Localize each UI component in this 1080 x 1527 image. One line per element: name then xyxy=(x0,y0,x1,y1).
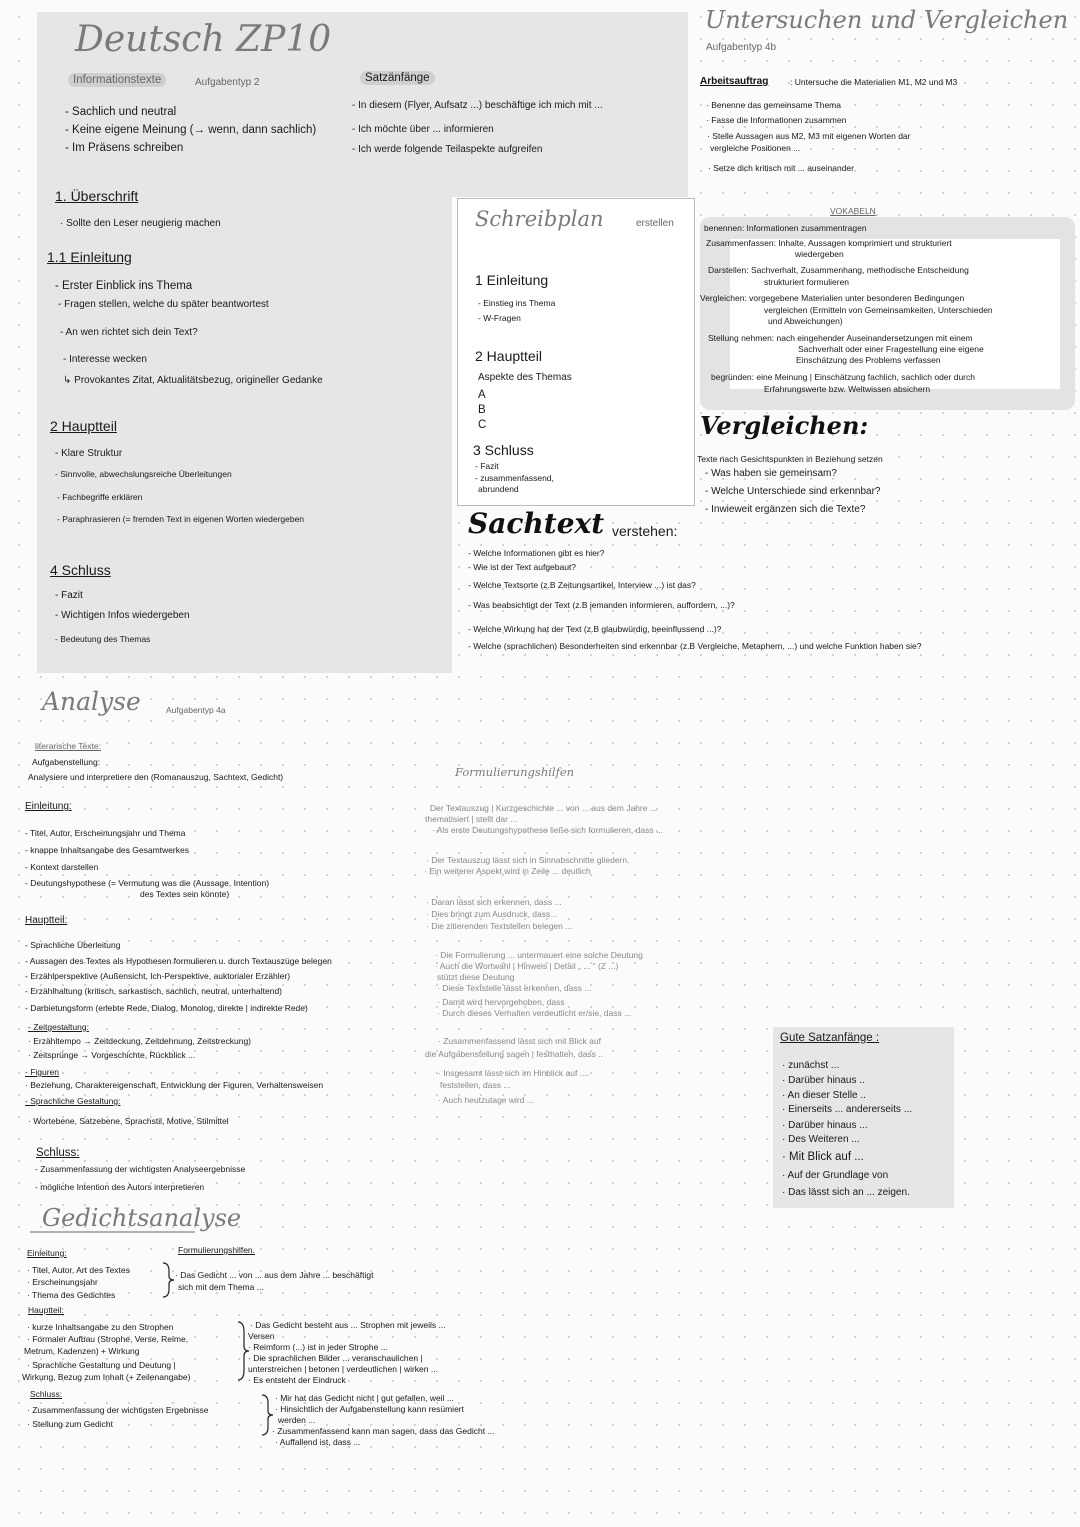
analyse-einleitung: Einleitung: xyxy=(25,801,72,812)
zeitgestaltung: - Zeitgestaltung: xyxy=(28,1022,89,1032)
list-item: - Kontext darstellen xyxy=(25,862,99,872)
aufgabenstellung-label: Aufgabenstellung: xyxy=(32,757,101,767)
hilfe: · Der Textauszug lässt sich in Sinnabschnitte gliedern. xyxy=(426,855,630,865)
hilfe: Der Textauszug | Kurzgeschichte ... von ... aus dem Jahre ... xyxy=(430,803,657,813)
hilfe: unterstreichen | betonen | verdeutlichen | wirken ... xyxy=(248,1364,438,1374)
plan-item: A xyxy=(478,389,486,401)
list-item: - Darbietungsform (erlebte Rede, Dialog, Monolog, direkte | indirekte Rede) xyxy=(25,1003,308,1013)
aufgabentyp-4b: Aufgabentyp 4b xyxy=(706,42,777,53)
heading-einleitung: 1.1 Einleitung xyxy=(47,249,132,265)
satzanfaenge-heading: Satzänfänge xyxy=(360,71,435,85)
aufgabentyp-label: Aufgabentyp 2 xyxy=(195,77,260,88)
satzanfang: · Darüber hinaus .. xyxy=(782,1075,865,1086)
list-item: · Stellung zum Gedicht xyxy=(27,1419,113,1429)
plan-item: abrundend xyxy=(478,484,519,494)
gedicht-einleitung: Einleitung: xyxy=(27,1248,67,1258)
vokabel: wiedergeben xyxy=(795,249,844,259)
brace-einleitung xyxy=(163,1263,174,1297)
satz-item: - Ich werde folgende Teilaspekte aufgreifen xyxy=(352,144,543,155)
gedichtsanalyse-title: Gedichtsanalyse xyxy=(42,1204,242,1232)
vergleichen-item: - Inwieweit ergänzen sich die Texte? xyxy=(705,504,866,515)
analyse-schluss: Schluss: xyxy=(36,1147,80,1159)
satzanfang: · Das lässt sich an ... zeigen. xyxy=(782,1187,910,1198)
arbeitsauftrag-label: Arbeitsauftrag xyxy=(700,76,769,87)
hilfe: · Das Gedicht ... von ... aus dem Jahre ... beschäftigt xyxy=(175,1270,374,1280)
list-item: - Deutungshypothese (= Vermutung was die (Aussage, Intention) xyxy=(25,878,270,888)
satzanfang: · An dieser Stelle .. xyxy=(782,1090,866,1101)
hilfe: · Mir hat das Gedicht nicht | gut gefallen, weil ... xyxy=(275,1393,454,1403)
info-item: - Sachlich und neutral xyxy=(65,106,177,118)
hilfe: · Reimform (...) ist in jeder Strophe ... xyxy=(248,1342,388,1352)
list-item: · Erscheinungsjahr xyxy=(27,1277,98,1287)
hilfe: · Zusammenfassend kann man sagen, dass das Gedicht ... xyxy=(272,1426,495,1436)
hilfe: · Auch die Wortwahl | Hinweis | Detail „ ... “ (Z ...) xyxy=(435,961,619,971)
heading-schluss: 4 Schluss xyxy=(50,562,111,578)
satz-item: - In diesem (Flyer, Aufsatz ...) beschäftige ich mich mit ... xyxy=(352,100,603,111)
hilfe: feststellen, dass ... xyxy=(440,1080,511,1090)
sachtext-item: - Welche Wirkung hat der Text (z.B glaubwürdig, beeinflussend ...)? xyxy=(468,624,722,634)
plan-item: Aspekte des Themas xyxy=(478,372,572,383)
hilfe: · Insgesamt lässt sich im Hinblick auf .... xyxy=(438,1068,590,1078)
hilfe: · Ein weiterer Aspekt wird in Zeile ... deutlich xyxy=(424,866,591,876)
hilfe: · Auch heutzutage wird ... xyxy=(438,1095,534,1105)
plan-item: - zusammenfassend, xyxy=(475,473,554,483)
vokabel: Einschätzung des Problems verfassen xyxy=(796,355,941,365)
info-item: - Keine eigene Meinung (→ wenn, dann sachlich) xyxy=(65,124,317,136)
list-item: · kurze Inhaltsangabe zu den Strophen xyxy=(27,1322,174,1332)
list-item: - Zusammenfassung der wichtigsten Analyseergebnisse xyxy=(35,1164,246,1174)
sachtext-item: - Was beabsichtigt der Text (z.B jemanden informieren, auffordern, ...)? xyxy=(468,600,735,610)
sachtext-item: - Welche Informationen gibt es hier? xyxy=(468,548,605,558)
list-item: · Titel, Autor, Art des Textes xyxy=(27,1265,130,1275)
gedicht-schluss: Schluss: xyxy=(30,1389,63,1399)
vokabel: vergleichen (Ermitteln von Gemeinsamkeiten, Unterschieden xyxy=(764,305,993,315)
list-item: - mögliche Intention des Autors interpretieren xyxy=(35,1182,205,1192)
hilfe: · Damit wird hervorgehoben, dass xyxy=(437,997,565,1007)
hilfe: · Daran lässt sich erkennen, dass ... xyxy=(426,897,562,907)
heading-hauptteil: 2 Hauptteil xyxy=(50,418,117,434)
plan-schluss: 3 Schluss xyxy=(473,442,534,458)
analyse-hauptteil: Hauptteil: xyxy=(25,915,68,926)
auftrag-item: vergleiche Positionen ... xyxy=(710,143,801,153)
list-item: - Fazit xyxy=(55,590,83,601)
list-item: des Textes sein könnte) xyxy=(140,889,230,899)
list-item: · Formaler Aufbau (Strophe, Verse, Reime, xyxy=(27,1334,189,1344)
analyse-title: Analyse xyxy=(42,687,141,716)
list-item: · Zusammenfassung der wichtigsten Ergebnisse xyxy=(27,1405,209,1415)
info-item: - Im Präsens schreiben xyxy=(65,142,184,154)
informationstexte-badge: Informationstexte xyxy=(68,73,166,87)
list-item: - Erzählperspektive (Außensicht, Ich-Perspektive, auktorialer Erzähler) xyxy=(25,971,291,981)
schreibplan-title: Schreibplan xyxy=(475,207,604,231)
formulierungshilfen-title: Formulierungshilfen xyxy=(455,765,575,779)
list-item: - Interesse wecken xyxy=(63,354,147,365)
list-item: - knappe Inhaltsangabe des Gesamtwerkes xyxy=(25,845,189,855)
list-item: Metrum, Kadenzen) + Wirkung xyxy=(24,1346,140,1356)
schreibplan-subtitle: erstellen xyxy=(636,218,674,229)
hilfe: · Als erste Deutungshypothese ließe sich formulieren, dass ... xyxy=(432,825,664,835)
list-item: · Erzähltempo → Zeitdeckung, Zeitdehnung, Zeitstreckung) xyxy=(28,1036,251,1046)
satzanfang: · zunächst ... xyxy=(782,1060,840,1071)
list-item: · Zeitsprünge → Vorgeschichte, Rückblick ... xyxy=(28,1050,196,1060)
vokabel: Darstellen: Sachverhalt, Zusammenhang, methodische Entscheidung xyxy=(708,265,969,275)
plan-item: - W-Fragen xyxy=(478,313,521,323)
gedicht-hauptteil: Hauptteil: xyxy=(28,1305,64,1315)
vergleichen-intro: Texte nach Gesichtspunkten in Beziehung setzen xyxy=(697,454,883,464)
hilfe: · Auffallend ist, dass ... xyxy=(275,1437,361,1447)
vokabel: Stellung nehmen: nach eingehender Auseinandersetzungen mit einem xyxy=(708,333,973,343)
sachtext-title: Sachtext xyxy=(468,507,605,540)
list-item: - Erzählhaltung (kritisch, sarkastisch, sachlich, neutral, unterhaltend) xyxy=(25,986,283,996)
hilfe: · Es entsteht der Eindruck xyxy=(248,1375,346,1385)
sachtext-item: - Welche (sprachlichen) Besonderheiten sind erkennbar (z.B Vergleiche, Metaphern, ...) und welche Funktion haben sie? xyxy=(468,641,922,651)
hilfe: werden ... xyxy=(278,1415,316,1425)
hilfe: sich mit dem Thema ... xyxy=(178,1282,264,1292)
satzanfang: · Darüber hinaus ... xyxy=(782,1120,868,1131)
list-item: - An wen richtet sich dein Text? xyxy=(60,327,198,338)
sprachliche-gestaltung: - Sprachliche Gestaltung: xyxy=(25,1096,121,1106)
vokabel: benennen: Informationen zusammentragen xyxy=(704,223,867,233)
list-item: - Paraphrasieren (= fremden Text in eigenen Worten wiedergeben xyxy=(57,514,305,524)
hilfe: thematisiert | stellt dar ... xyxy=(425,814,518,824)
list-item: Wirkung, Bezug zum Inhalt (+ Zeilenangabe) xyxy=(22,1372,191,1382)
vergleichen-title: Vergleichen: xyxy=(700,411,869,440)
aufgabenstellung-text: Analysiere und interpretiere den (Romanauszug, Sachtext, Gedicht) xyxy=(28,772,284,782)
vokabel: Zusammenfassen: Inhalte, Aussagen komprimiert und strukturiert xyxy=(706,238,952,248)
plan-item: - Einstieg ins Thema xyxy=(478,298,556,308)
plan-einleitung: 1 Einleitung xyxy=(475,272,549,288)
list-item: · Sprachliche Gestaltung und Deutung | xyxy=(27,1360,176,1370)
gute-satzanfaenge-title: Gute Satzanfänge : xyxy=(780,1032,880,1044)
vokabel: Vergleichen: vorgegebene Materialien unter besonderen Bedingungen xyxy=(700,293,965,303)
gedicht-formulierungshilfen: Formulierungshilfen. xyxy=(178,1245,256,1255)
hilfe: stützt diese Deutung xyxy=(437,972,515,982)
list-item: - Fragen stellen, welche du später beantwortest xyxy=(58,299,269,310)
vokabel: Sachverhalt oder einer Fragestellung eine eigene xyxy=(798,344,984,354)
list-item: · Beziehung, Charaktereigenschaft, Entwicklung der Figuren, Verhaltensweisen xyxy=(25,1080,324,1090)
vokabel: Erfahrungswerte bzw. Weltwissen absichern xyxy=(764,384,931,394)
hilfe: · Hinsichtlich der Aufgabenstellung kann resümiert xyxy=(275,1404,464,1414)
literarische-texte: literarische Texte: xyxy=(35,741,101,751)
list-item: - Wichtigen Infos wiedergeben xyxy=(55,610,190,621)
satzanfang: · Mit Blick auf ... xyxy=(782,1151,864,1163)
vergleichen-item: - Welche Unterschiede sind erkennbar? xyxy=(705,486,881,497)
list-item: - Sprachliche Überleitung xyxy=(25,940,121,950)
list-item: ↳ Provokantes Zitat, Aktualitätsbezug, origineller Gedanke xyxy=(63,375,323,386)
plan-hauptteil: 2 Hauptteil xyxy=(475,348,542,364)
figuren: - Figuren xyxy=(25,1067,60,1077)
heading-ueberschrift: 1. Überschrift xyxy=(55,188,139,204)
hilfe: · Diese Textstelle lässt erkennen, dass ... xyxy=(437,983,592,993)
sachtext-subtitle: verstehen: xyxy=(612,523,678,539)
untersuchen-title: Untersuchen und Vergleichen xyxy=(705,6,1069,34)
page-title: Deutsch ZP10 xyxy=(75,19,332,60)
hilfe: · Die zitierenden Textstellen belegen ... xyxy=(426,921,573,931)
sachtext-item: - Welche Textsorte (z.B Zeitungsartikel, Interview ...) ist das? xyxy=(468,580,696,590)
vergleichen-item: - Was haben sie gemeinsam? xyxy=(705,468,837,479)
satzanfang: · Des Weiteren ... xyxy=(782,1134,860,1145)
hilfe: · Die Formulierung ... untermauert eine solche Deutung xyxy=(435,950,643,960)
auftrag-item: · Fasse die Informationen zusammen xyxy=(706,115,847,125)
auftrag-item: · Setze dich kritisch mit ... auseinander xyxy=(708,163,854,173)
plan-item: C xyxy=(478,419,487,431)
hilfe: die Aufgabenstellung sagen | festhalten, dass .. xyxy=(425,1049,604,1059)
hilfe: · Durch dieses Verhalten verdeutlicht er/sie, dass ... xyxy=(437,1008,632,1018)
hilfe: · Zusammenfassend lässt sich mit Blick auf xyxy=(438,1036,601,1046)
auftrag-item: · Stelle Aussagen aus M2, M3 mit eigenen Worten dar xyxy=(707,131,911,141)
arbeitsauftrag-text: : Untersuche die Materialien M1, M2 und M3 xyxy=(790,77,958,87)
list-item: - Sinnvolle, abwechslungsreiche Überleitungen xyxy=(55,469,232,479)
hilfe: Versen xyxy=(248,1331,275,1341)
list-item: - Aussagen des Textes als Hypothesen formulieren u. durch Textauszüge belegen xyxy=(25,956,332,966)
list-item: - Fachbegriffe erklären xyxy=(57,492,143,502)
aufgabentyp-4a: Aufgabentyp 4a xyxy=(166,705,226,715)
list-item: - Bedeutung des Themas xyxy=(55,634,151,644)
sachtext-item: - Wie ist der Text aufgebaut? xyxy=(468,562,577,572)
list-item: - Erster Einblick ins Thema xyxy=(55,280,193,292)
auftrag-item: · Benenne das gemeinsame Thema xyxy=(706,100,841,110)
vokabel: begründen: eine Meinung | Einschätzung fachlich, sachlich oder durch xyxy=(711,372,975,382)
vokabel: strukturiert formulieren xyxy=(764,277,850,287)
list-item: - Titel, Autor, Erscheinungsjahr und Thema xyxy=(25,828,186,838)
list-item: · Thema des Gedichtes xyxy=(27,1290,116,1300)
hilfe: · Die sprachlichen Bilder ... veranschaulichen | xyxy=(248,1353,423,1363)
satzanfang: · Einerseits ... andererseits ... xyxy=(782,1104,913,1115)
vokabel: und Abweichungen) xyxy=(768,316,843,326)
hilfe: · Dies bringt zum Ausdruck, dass .. xyxy=(426,909,558,919)
hilfe: · Das Gedicht besteht aus ... Strophen mit jeweils ... xyxy=(250,1320,446,1330)
satz-item: - Ich möchte über ... informieren xyxy=(352,124,494,135)
plan-item: - Fazit xyxy=(475,461,499,471)
plan-item: B xyxy=(478,404,486,416)
vokabeln-title: VOKABELN xyxy=(830,206,876,216)
list-item: · Sollte den Leser neugierig machen xyxy=(60,218,221,229)
list-item: - Klare Struktur xyxy=(55,448,123,459)
list-item: · Wortebene, Satzebene, Sprachstil, Motive, Stilmittel xyxy=(28,1116,229,1126)
satzanfang: · Auf der Grundlage von xyxy=(782,1170,889,1181)
